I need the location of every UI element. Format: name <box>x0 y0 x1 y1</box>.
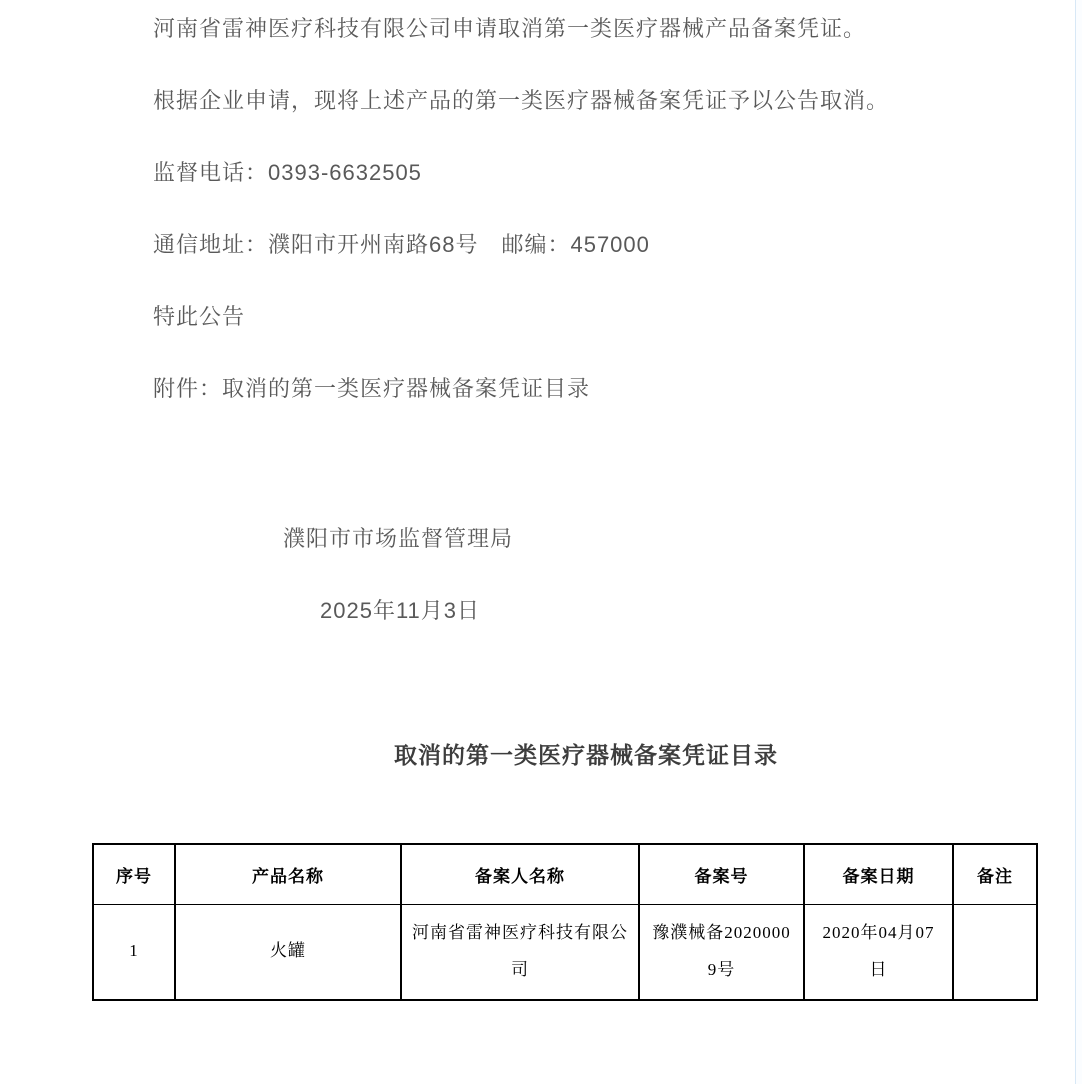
column-header-remarks: 备注 <box>953 844 1037 904</box>
column-header-serial-number: 序号 <box>93 844 175 904</box>
annex-title: 取消的第一类医疗器械备案凭证目录 <box>394 742 778 768</box>
records-table <box>92 843 1038 1001</box>
cell-record-date: 2020年04月07日 <box>804 904 953 1000</box>
cell-registrant-name: 河南省雷神医疗科技有限公司 <box>401 904 639 1000</box>
column-header-registrant-name: 备案人名称 <box>401 844 639 904</box>
issuing-authority: 濮阳市市场监督管理局 <box>283 526 514 551</box>
paragraph-cancellation-decision: 根据企业申请，现将上述产品的第一类医疗器械备案凭证予以公告取消。 <box>153 88 890 113</box>
page-right-background-strip <box>1075 0 1082 1084</box>
paragraph-company-request: 河南省雷神医疗科技有限公司申请取消第一类医疗器械产品备案凭证。 <box>153 16 867 41</box>
paragraph-supervision-phone: 监督电话：0393-6632505 <box>153 160 422 185</box>
column-header-record-date: 备案日期 <box>804 844 953 904</box>
column-header-record-number: 备案号 <box>639 844 804 904</box>
cell-serial-number: 1 <box>93 904 175 1000</box>
cell-remarks <box>953 904 1037 1000</box>
cell-product-name: 火罐 <box>175 904 401 1000</box>
issue-date: 2025年11月3日 <box>320 598 481 623</box>
table-row <box>93 904 1037 1000</box>
paragraph-attachment-reference: 附件：取消的第一类医疗器械备案凭证目录 <box>153 376 591 401</box>
cell-record-number: 豫濮械备20200009号 <box>639 904 804 1000</box>
column-header-product-name: 产品名称 <box>175 844 401 904</box>
table-header-row <box>93 844 1037 904</box>
paragraph-mailing-address: 通信地址：濮阳市开州南路68号 邮编：457000 <box>153 232 650 257</box>
paragraph-hereby-announced: 特此公告 <box>153 304 246 329</box>
